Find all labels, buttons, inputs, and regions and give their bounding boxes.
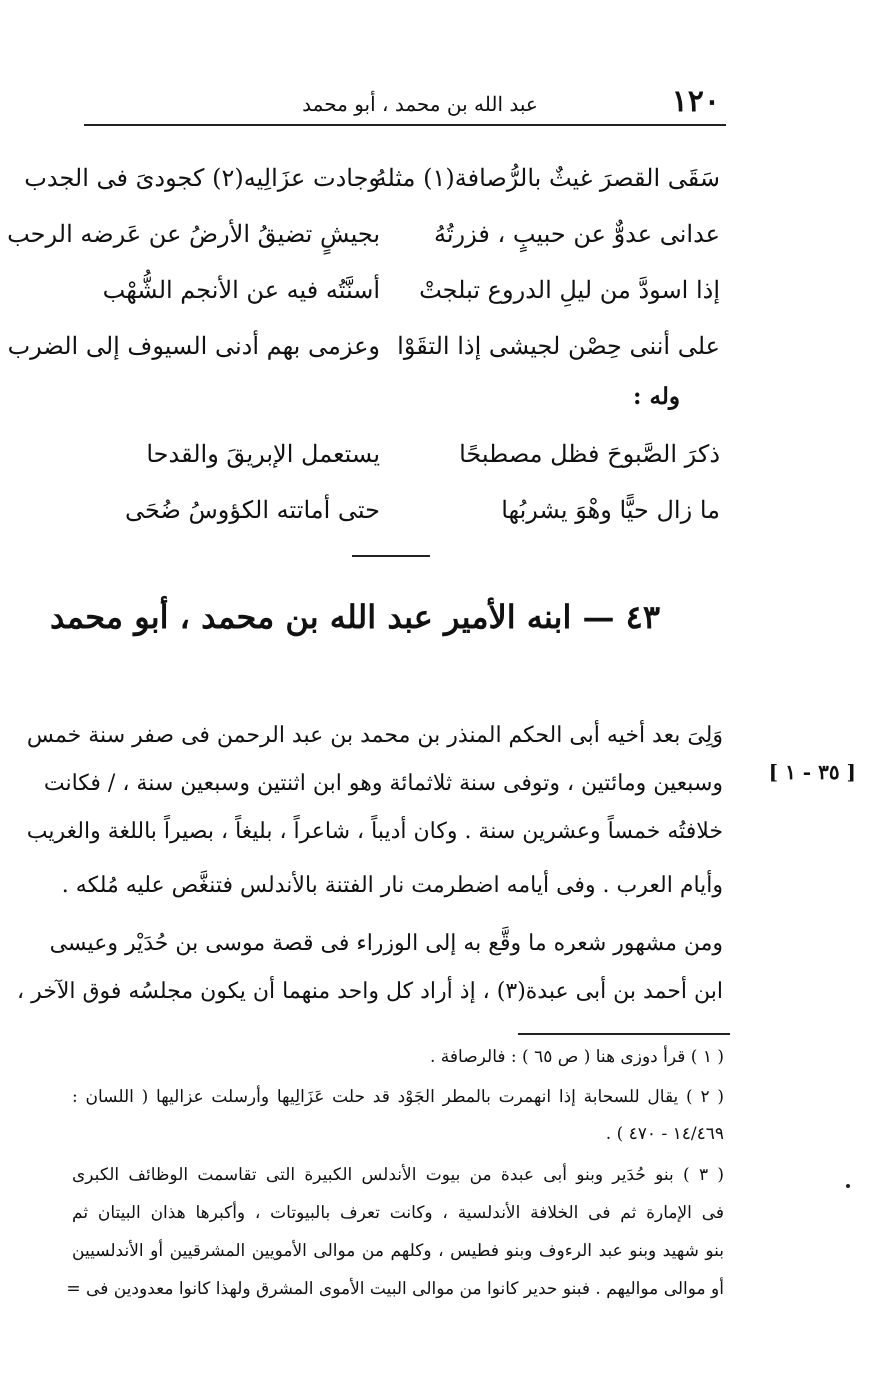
page-number: ١٢٠ [671,84,720,119]
header-rule [84,124,726,126]
verse-second-hemistich: بجيشٍ تضيقُ الأرضُ عن عَرضه الرحب [7,220,380,248]
verse-first-hemistich: سَقَى القصرَ غيثٌ بالرُّصافة(١) مثلهُ [374,164,720,192]
section-title: ٤٣ — ابنه الأمير عبد الله بن محمد ، أبو محمد [49,598,660,636]
footnote-line: ( ٢ ) يقال للسحابة إذا انهمرت بالمطر الجَوْد قد حلت عَزَالِيها وأرسلت عزاليها ( اللسان : [72,1087,724,1107]
footnote-line: ( ١ ) قرأ دوزى هنا ( ص ٦٥ ) : فالرصافة . [429,1047,724,1067]
verse-line [24,152,720,204]
verse-line [7,208,720,260]
section-divider [352,555,430,557]
running-head: عبد الله بن محمد ، أبو محمد [302,92,538,116]
verse-second-hemistich: وجادت عزَالِيه(٢) كجودىَ فى الجدب [24,164,380,192]
verse-line [7,320,720,372]
prose-line: ومن مشهور شعره ما وقَّع به إلى الوزراء فى قصة موسى بن حُدَيْر وعيسى [49,931,723,956]
verse-first-hemistich: إذا اسودَّ من ليلِ الدروع تبلجتْ [419,276,720,304]
footnote-line: ١٤/٤٦٩ - ٤٧٠ ) . [605,1124,724,1144]
verse-first-hemistich: على أننى حِصْن لجيشى إذا التقَوْا [397,332,720,360]
prose-line: خلافتُه خمساً وعشرين سنة . وكان أديباً ، شاعراً ، بليغاً ، بصيراً باللغة والغريب [26,819,723,844]
poem-intro-label: وله : [633,383,680,410]
verse-second-hemistich: وعزمى بهم أدنى السيوف إلى الضرب [7,332,380,360]
verse-first-hemistich: ذكرَ الصَّبوحَ فظل مصطبحًا [459,440,720,468]
verse-line [70,428,720,480]
prose-line: وأيام العرب . وفى أيامه اضطرمت نار الفتنة بالأندلس فتنغَّص عليه مُلكه . [61,873,723,898]
footnote-line: فى الإمارة ثم فى الخلافة الأندلسية ، وكانت تعرف بالبيوتات ، وأكبرها هذان البيتان ثم [72,1203,724,1223]
verse-second-hemistich: يستعمل الإبريقَ والقدحا [146,440,380,468]
verse-first-hemistich: ما زال حيًّا وهْوَ يشربُها [501,496,720,524]
verse-second-hemistich: حتى أماتته الكؤوسُ ضُحَى [125,496,380,524]
verse-first-hemistich: عدانى عدوٌّ عن حبيبٍ ، فزرتُهُ [434,220,720,248]
footnote-line: بنو شهيد وبنو عبد الرءوف وبنو فطيس ، وكلهم من موالى الأمويين المشرقيين أو الأندلسيين [72,1241,724,1261]
prose-line: وَلِىَ بعد أخيه أبى الحكم المنذر بن محمد بن عبد الرحمن فى صفر سنة خمس [26,723,723,748]
footnote-rule [518,1033,730,1035]
prose-line: وسبعين ومائتين ، وتوفى سنة ثلاثمائة وهو ابن اثنتين وسبعين سنة ، / فكانت [43,771,723,796]
verse-line [70,264,720,316]
footnote-line: ( ٣ ) بنو حُدَير وبنو أبى عبدة من بيوت الأندلس الكبيرة التى تقاسمت الوظائف الكبرى [72,1165,724,1185]
prose-line: ابن أحمد بن أبى عبدة(٣) ، إذ أراد كل واحد منهما أن يكون مجلسُه فوق الآخر ، [16,979,723,1004]
footnote-line: أو موالى مواليهم . فبنو حدير كانوا من موالى البيت الأموى المشرق ولهذا كانوا معدودين فى = [66,1279,724,1299]
verse-second-hemistich: أسنَّتُه فيه عن الأنجم الشُّهْب [102,276,380,304]
print-speck [846,1184,850,1188]
verse-line [70,484,720,536]
margin-reference: [ ٣٥ - ١ ] [768,760,856,784]
